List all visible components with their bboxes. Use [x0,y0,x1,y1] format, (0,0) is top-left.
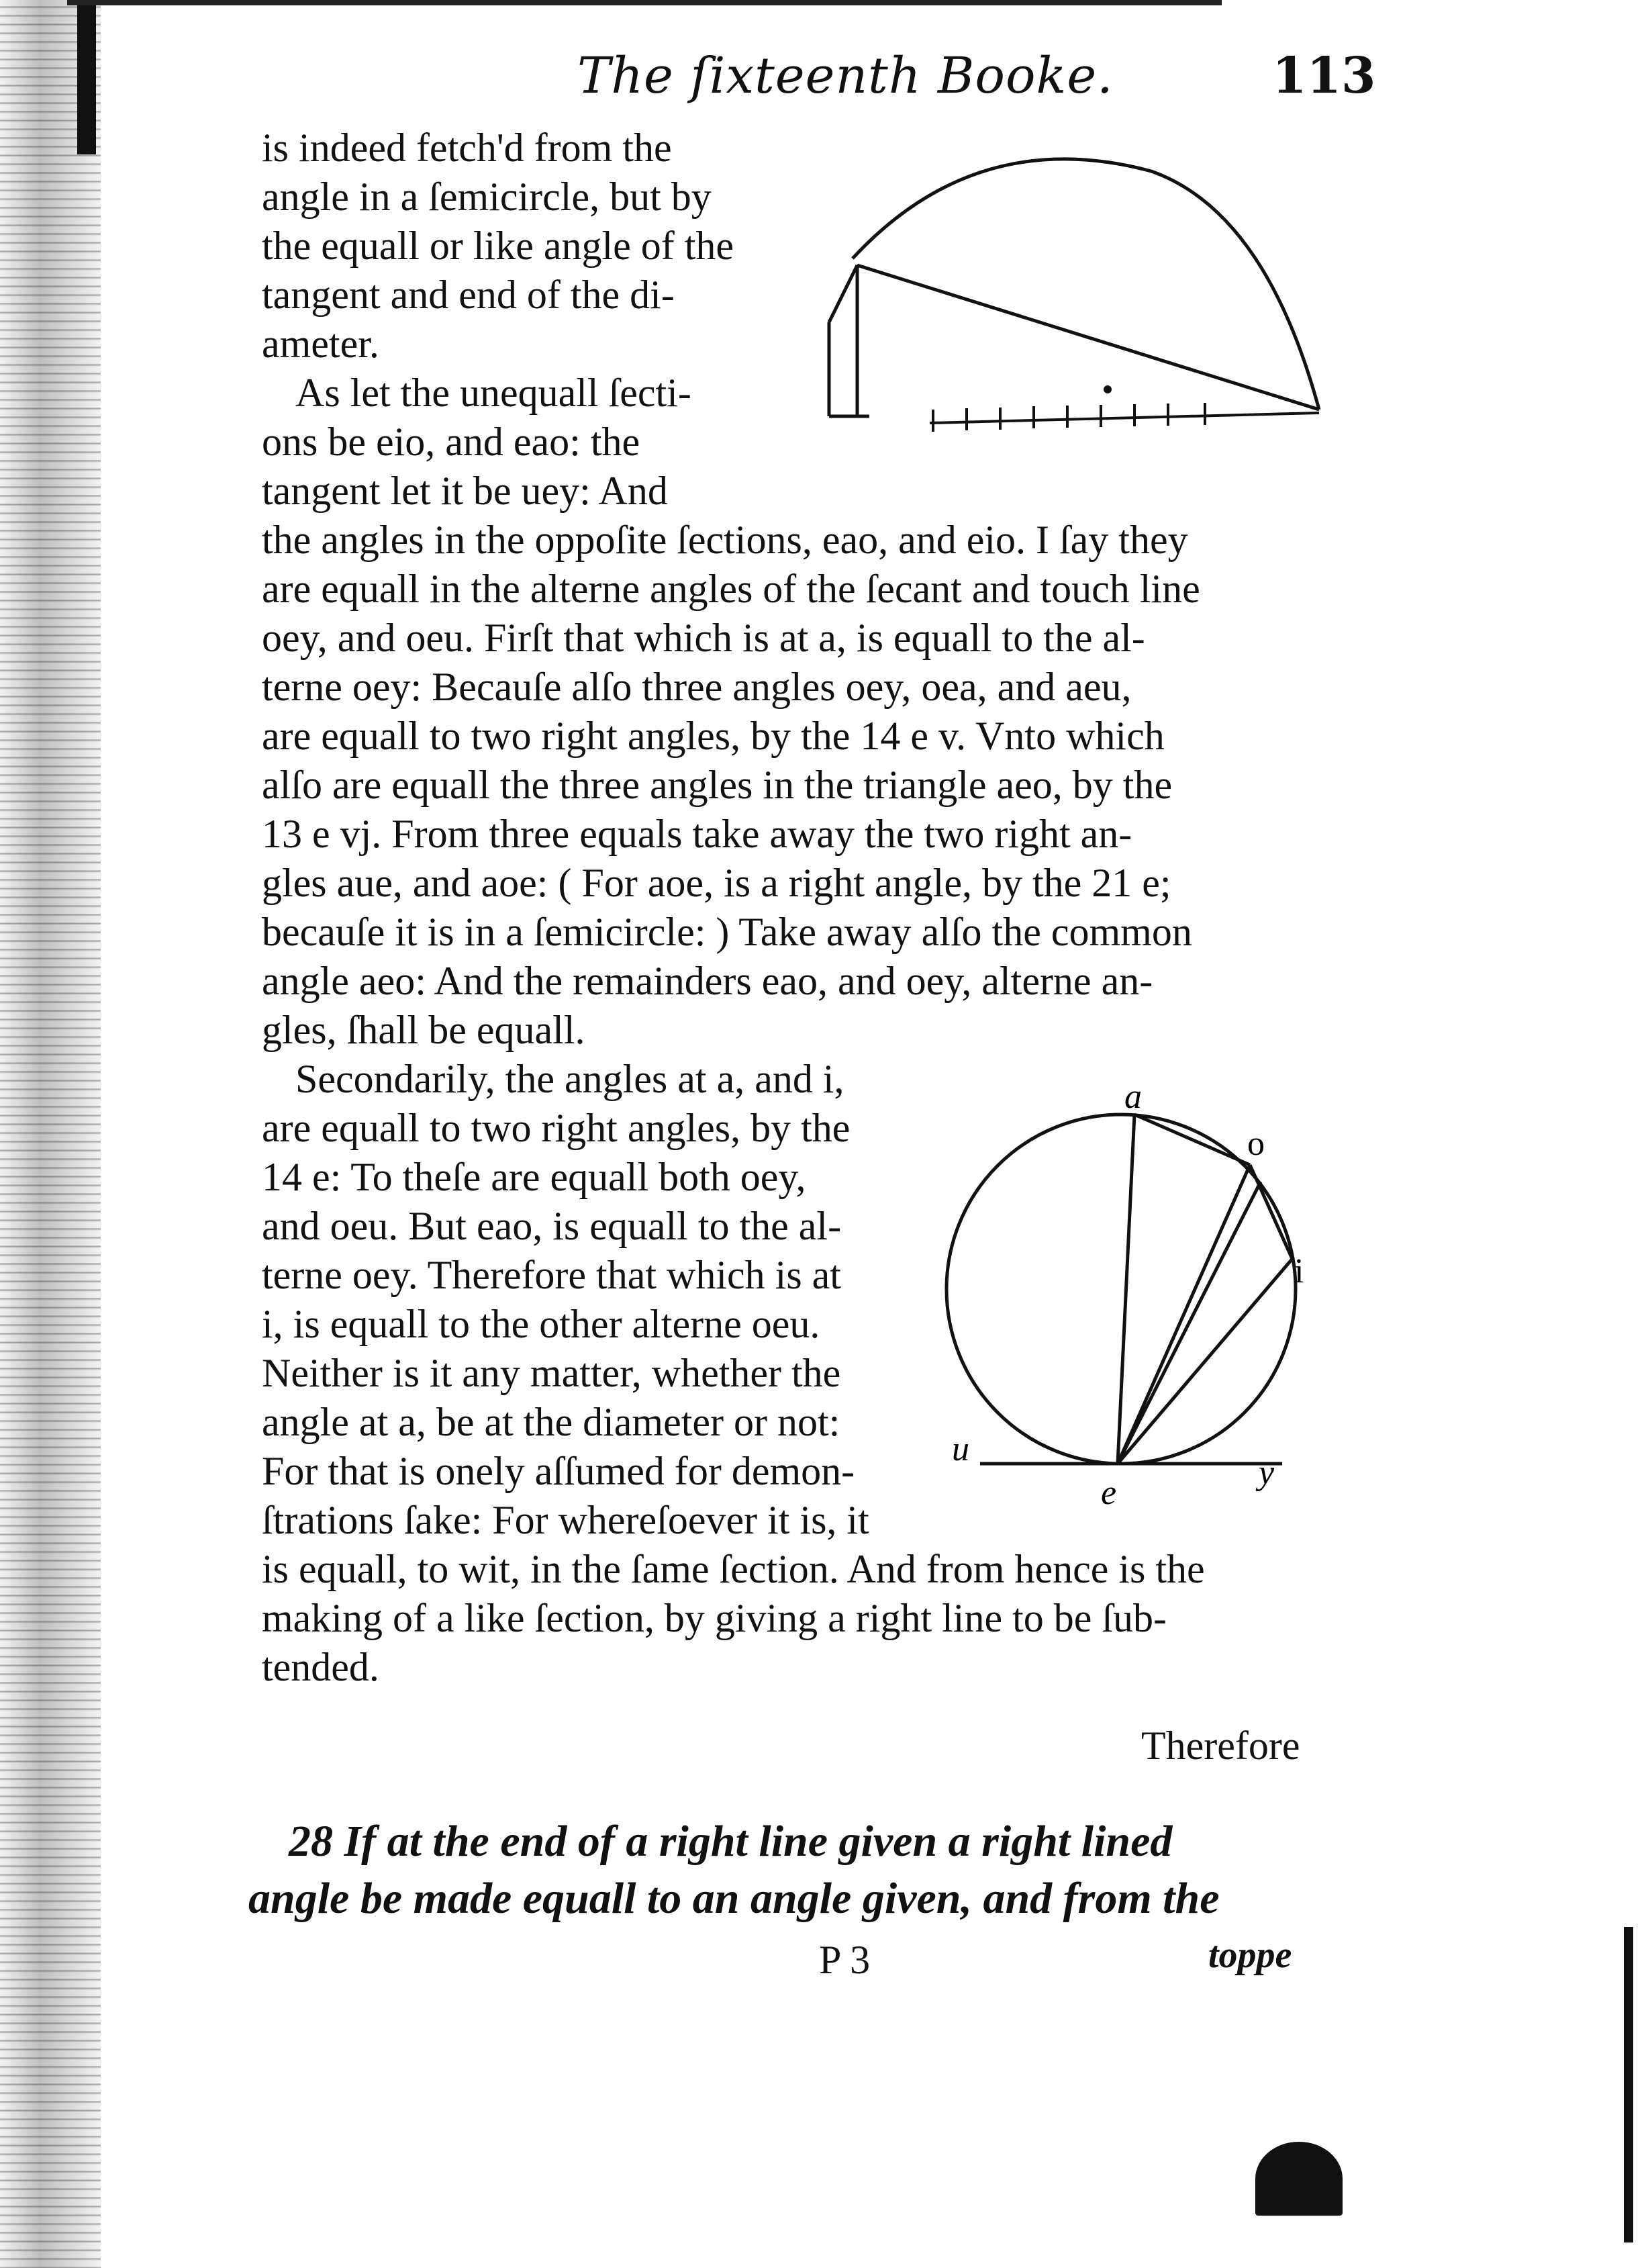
text-line: tended. [262,1645,379,1689]
signature-mark: P 3 [819,1938,871,1982]
text-line: the equall or like angle of the [262,224,734,268]
text-line: tangent let it be uey: And [262,469,668,513]
text-line: oey, and oeu. Firſt that which is at a, is equall to the al- [262,616,1145,660]
proposition-line: 28 If at the end of a right line given a right lined [289,1817,1173,1866]
diameter-line [930,413,1319,423]
catchword: Therefore [1141,1723,1300,1768]
label-a: a [1124,1088,1142,1116]
text-line: are equall to two right angles, by the 14 e v. Vnto which [262,714,1165,758]
text-line: ſtrations ſake: For whereſoever it is, it [262,1498,869,1542]
text-line: angle at a, be at the diameter or not: [262,1400,840,1444]
text-line: i, is equall to the other alterne oeu. [262,1302,820,1346]
text-line: 13 e vj. From three equals take away the two right an- [262,812,1132,856]
text-line: making of a like ſection, by giving a right line to be ſub- [262,1596,1167,1640]
figure-point [1104,385,1112,393]
text-line: ons be eio, and eao: the [262,420,640,464]
text-line: and oeu. But eao, is equall to the al- [262,1204,842,1248]
text-line: tangent and end of the di- [262,273,675,317]
semicircle-figure [802,151,1339,446]
label-e: e [1101,1474,1117,1512]
label-o: o [1247,1125,1265,1163]
scan-right-edge-mark [1624,1927,1633,2242]
label-u: u [952,1430,969,1468]
chord-diagonal [857,265,1319,410]
text-line: are equall in the alterne angles of the ſecant and touch line [262,567,1200,611]
scan-left-edge [0,0,101,2268]
chord-a-o [1134,1115,1250,1165]
chord-a-e [1118,1115,1134,1464]
page-number: 113 [1272,47,1376,105]
text-line: terne oey. Therefore that which is at [262,1253,841,1297]
text-line: becauſe it is in a ſemicircle: ) Take away alſo the common [262,910,1192,954]
text-line: terne oey: Becauſe alſo three angles oey, oea, and aeu, [262,665,1132,709]
label-y: y [1259,1454,1275,1492]
label-i: i [1294,1252,1304,1290]
text-line: are equall to two right angles, by the [262,1106,851,1150]
text-line: gles, ſhall be equall. [262,1008,585,1052]
text-line: 14 e: To theſe are equall both oey, [262,1155,806,1199]
text-line: For that is onely aſſumed for demon- [262,1449,855,1493]
text-line: Neither is it any matter, whether the [262,1351,841,1395]
circle-figure [940,1088,1316,1517]
text-line: is equall, to wit, in the ſame ſection. And from hence is the [262,1547,1205,1591]
text-line: angle in a ſemicircle, but by [262,175,712,219]
text-line: alſo are equall the three angles in the triangle aeo, by the [262,763,1173,807]
scan-left-edge-mark [77,0,96,154]
text-line: Secondarily, the angles at a, and i, [295,1057,844,1101]
proposition-line: angle be made equall to an angle given, and from the [248,1874,1220,1923]
bottom-catchword: toppe [1208,1934,1292,1976]
text-line: ameter. [262,322,379,366]
scan-top-edge [67,0,1222,5]
text-line: As let the unequall ſecti- [295,371,691,415]
text-line: is indeed fetch'd from the [262,126,672,170]
running-title: The ſixteenth Booke. [577,47,1114,105]
chord-o-e [1118,1165,1250,1464]
text-line: the angles in the oppoſite ſections, eao, and eio. I ſay they [262,518,1188,562]
ink-blot [1255,2142,1343,2216]
text-line: gles aue, and aoe: ( For aoe, is a right angle, by the 21 e; [262,861,1171,905]
chord-o-i [1250,1165,1292,1259]
arc-join [829,265,857,322]
text-line: angle aeo: And the remainders eao, and oey, alterne an- [262,959,1153,1003]
